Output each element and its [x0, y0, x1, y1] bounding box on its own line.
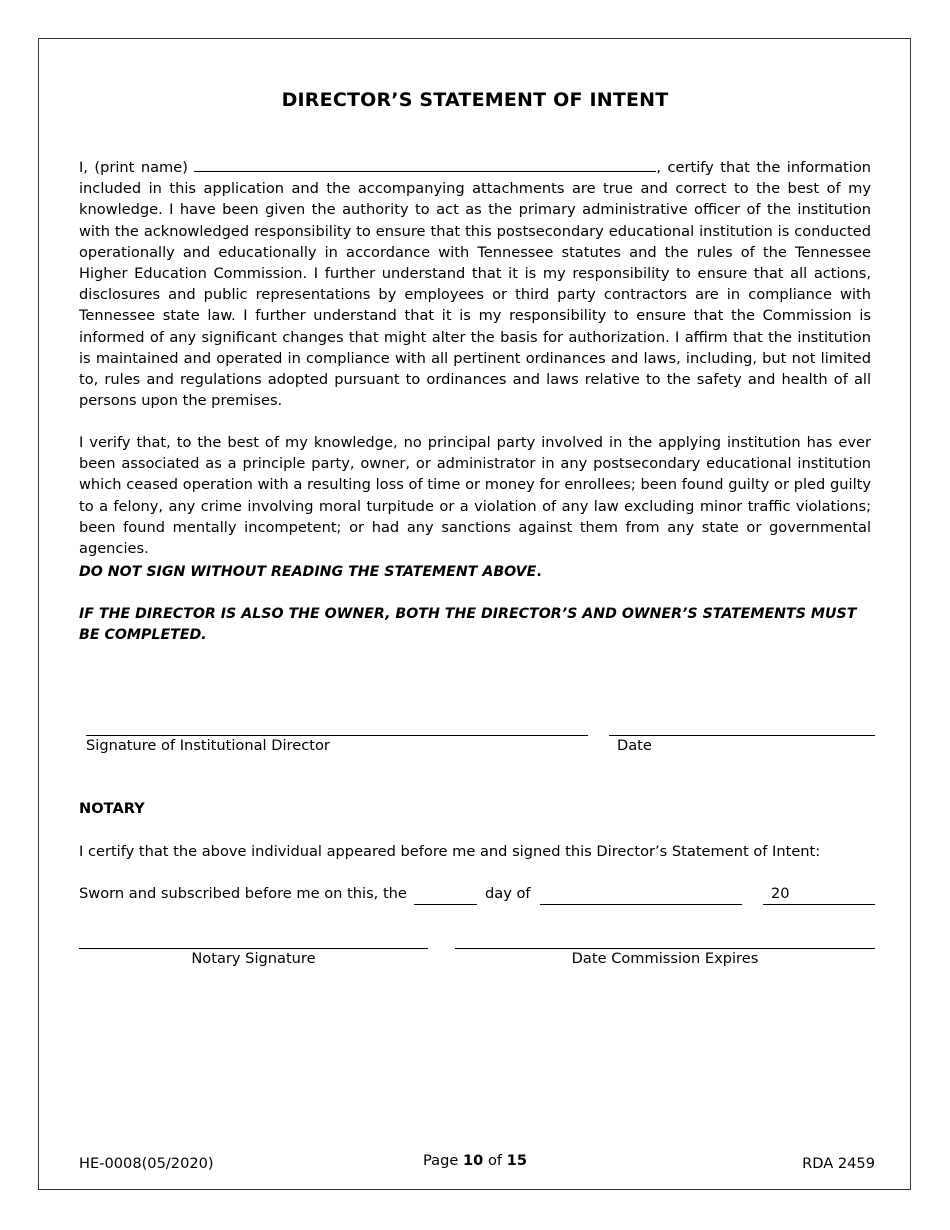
verification-paragraph: I verify that, to the best of my knowledge, no principal party involved in the applying institution has ever been associated as a principle party, owner, or administrator in any postsecondary educational institution which ceased operation with a resulting loss of time or money for enrollees; been found guilty or pled guilty to a felony, any crime involving moral turpitude or a violation of any law excluding minor traffic violations; been found mentally incompetent; or had any sanctions against them from any state or governmental agencies.	[79, 434, 871, 558]
day-field[interactable]	[414, 904, 477, 905]
page-total: 15	[506, 1152, 527, 1169]
warning-period: .	[536, 564, 542, 580]
notary-certify-text: I certify that the above individual appeared before me and signed this Director’s Statement of Intent:	[79, 843, 821, 860]
director-date-label: Date	[617, 737, 652, 754]
month-field[interactable]	[540, 904, 742, 905]
rda-code: RDA 2459	[802, 1155, 875, 1172]
year-prefix: 20	[771, 885, 790, 902]
sworn-text: Sworn and subscribed before me on this, the	[79, 885, 407, 902]
warning-do-not-sign	[79, 562, 871, 583]
commission-expires-label: Date Commission Expires	[571, 950, 759, 967]
print-name-field[interactable]	[194, 157, 656, 172]
page-word: Page	[423, 1152, 459, 1169]
warning-director-owner: IF THE DIRECTOR IS ALSO THE OWNER, BOTH THE DIRECTOR’S AND OWNER’S STATEMENTS MUST BE COMPLETED.	[79, 606, 857, 643]
notary-heading: NOTARY	[79, 800, 145, 817]
commission-expires-line[interactable]	[455, 948, 875, 949]
print-name-prefix: I, (print name)	[79, 159, 188, 176]
page-of: of	[487, 1152, 503, 1169]
warning-text: DO NOT SIGN WITHOUT READING THE STATEMENT ABOVE	[79, 564, 537, 580]
director-signature-label: Signature of Institutional Director	[86, 737, 330, 754]
day-of-text: day of	[485, 885, 531, 902]
page-title: DIRECTOR’S STATEMENT OF INTENT	[281, 89, 669, 111]
director-signature-line[interactable]	[86, 735, 588, 736]
page-current: 10	[463, 1152, 484, 1169]
certification-text: , certify that the information included in this application and the accompanying attachments are true and correct to the best of my knowledge. I have been given the authority to act as the primary administrative officer of the institution with the acknowledged responsibility to ensure that this postsecondary educational institution is conducted operationally and educationally in accordance with Tennessee statutes and the rules of the Tennessee Higher Education Commission. I further understand that it is my responsibility to ensure that all actions, disclosures and public representations by employees or third party contractors are in compliance with Tennessee state law. I further understand that it is my responsibility to ensure that the Commission is informed of any significant changes that might alter the basis for authorization. I affirm that the institution is maintained and operated in compliance with all pertinent ordinances and laws, including, but not limited to, rules and regulations adopted pursuant to ordinances and laws relative to the safety and health of all persons upon the premises.	[79, 159, 871, 410]
year-field[interactable]	[763, 904, 875, 905]
notary-signature-label: Notary Signature	[191, 950, 316, 967]
notary-signature-line[interactable]	[79, 948, 428, 949]
certification-paragraph	[79, 157, 871, 411]
director-date-line[interactable]	[609, 735, 875, 736]
form-id: HE-0008(05/2020)	[79, 1155, 214, 1172]
